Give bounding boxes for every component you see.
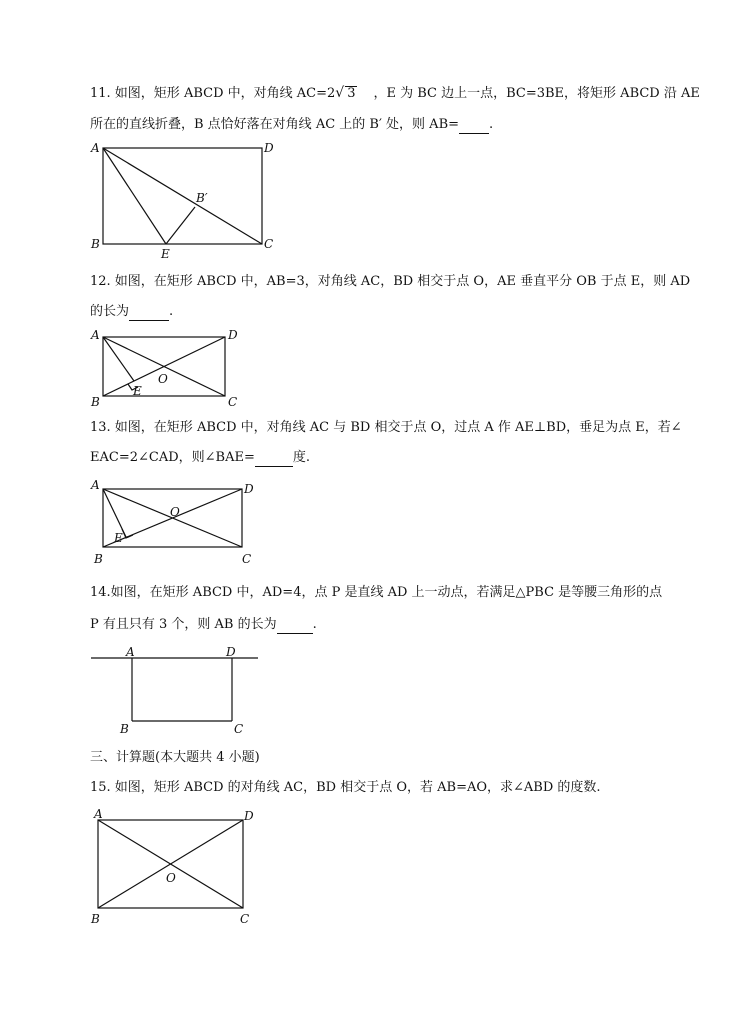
problem-13-suffix: 度. — [292, 450, 310, 465]
sqrt-sign: √ — [335, 85, 345, 101]
fig13-label-d: D — [244, 482, 254, 496]
fig15-label-a: A — [94, 807, 103, 821]
sqrt-value: 3 — [347, 86, 356, 101]
problem-11-period: . — [489, 117, 494, 132]
fig12-label-a: A — [91, 328, 100, 342]
fig12-label-e: E — [133, 384, 142, 398]
problem-12-text-b: 的长为 — [90, 304, 130, 319]
fig14-label-a: A — [126, 645, 135, 659]
fig13-label-o: O — [170, 505, 180, 519]
fig11-label-a: A — [91, 141, 100, 155]
fig13-label-c: C — [242, 552, 252, 566]
problem-11-text-a: 11. 如图，矩形 ABCD 中，对角线 AC=2 — [90, 86, 336, 101]
fig14-label-d: D — [226, 645, 236, 659]
fig11-label-c: C — [264, 237, 274, 251]
fig12-label-c: C — [228, 395, 238, 409]
fig11-label-e: E — [161, 247, 170, 261]
fig11-label-b-prime: B′ — [196, 191, 208, 205]
problem-11-text-c: 所在的直线折叠，B 点恰好落在对角线 AC 上的 B′ 处，则 AB= — [90, 117, 460, 132]
problem-14-period: . — [312, 617, 317, 632]
problem-14-text-a: 14.如图，在矩形 ABCD 中，AD=4，点 P 是直线 AD 上一动点，若满足△PBC 是等腰三角形的点 — [90, 585, 663, 600]
problem-11-text-b: ，E 为 BC 边上一点，BC=3BE，将矩形 ABCD 沿 AE — [373, 86, 700, 101]
problem-13-text-b: EAC=2∠CAD，则∠BAE= — [90, 450, 255, 465]
fig14-label-c: C — [234, 722, 244, 736]
problem-12-period: . — [169, 304, 174, 319]
fig11-label-b: B — [91, 237, 100, 251]
problem-15-text: 15. 如图，矩形 ABCD 的对角线 AC，BD 相交于点 O，若 AB=AO，求∠ABD 的度数. — [90, 780, 601, 795]
fig14-label-b: B — [120, 722, 129, 736]
problem-13-text-a: 13. 如图，在矩形 ABCD 中，对角线 AC 与 BD 相交于点 O，过点 A 作 AE⊥BD，垂足为点 E，若∠ — [90, 420, 682, 435]
fig12-label-o: O — [158, 372, 168, 386]
fig11-label-d: D — [264, 141, 274, 155]
fig12-label-d: D — [228, 328, 238, 342]
fig15-label-o: O — [166, 871, 176, 885]
fig13-label-b: B — [94, 552, 103, 566]
problem-14-text-b: P 有且只有 3 个，则 AB 的长为 — [90, 617, 277, 632]
fig12-label-b: B — [91, 395, 100, 409]
problem-12-text-a: 12. 如图，在矩形 ABCD 中，AB=3，对角线 AC，BD 相交于点 O，AE 垂直平分 OB 于点 E，则 AD — [90, 274, 691, 289]
fig13-label-e: E — [114, 531, 123, 545]
fig15-label-b: B — [91, 912, 100, 926]
fig15-label-c: C — [240, 912, 250, 926]
section-3-title: 三、计算题(本大题共 4 小题) — [90, 750, 260, 765]
fig13-label-a: A — [91, 478, 100, 492]
fig15-label-d: D — [244, 809, 254, 823]
